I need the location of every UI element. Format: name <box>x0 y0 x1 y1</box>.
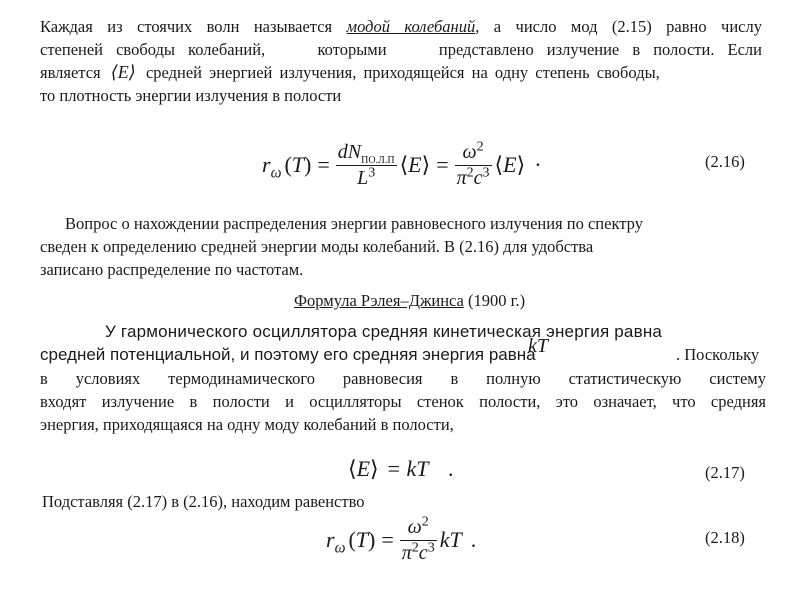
eq216-dot: · <box>534 152 542 177</box>
eq218-kT: kT <box>439 527 462 552</box>
eq217-dot: . <box>448 456 454 481</box>
para1-line3-b: средней энергией излучения, приходящейся на одну степень свободы, <box>145 63 660 82</box>
eq216-r: $r_\omega$ <box>262 152 282 182</box>
para1-line4: то плотность энергии излучения в полости <box>40 86 342 105</box>
para3-line5: энергия, приходящаяся на одну моду колебаний в полости, <box>40 415 454 434</box>
para3-kT: kT <box>528 335 548 357</box>
mode-term: модой колебаний <box>346 17 476 36</box>
eq216-number: (2.16) <box>705 152 745 171</box>
para3-line4: входят излучение в полости и осцилляторы стенок полости, это означает, что средняя <box>40 392 766 411</box>
para3-line3: в условиях термодинамического равновесия в полную статистическую систему <box>40 369 766 388</box>
eq218-T: (T) <box>348 527 376 552</box>
para3-line2-b: . Поскольку <box>676 345 760 364</box>
para1-line1 <box>40 15 762 38</box>
para3-line2 <box>40 335 766 366</box>
equation-2-16 <box>262 140 542 190</box>
eq218-number: (2.18) <box>705 528 745 547</box>
eq218-eq: = <box>381 527 394 552</box>
eq216-T: (T) <box>284 152 312 177</box>
para2-line2: сведен к определению средней энергии моды колебаний. В (2.16) для удобства <box>40 237 594 256</box>
equation-2-18 <box>326 512 476 568</box>
para3-line1: У гармонического осциллятора средняя кинетическая энергия равна <box>105 322 663 341</box>
eq218-r: $r_\omega$ <box>326 527 346 557</box>
para1-text-b: , а число мод (2.15) равно числу <box>475 17 762 36</box>
heading-year: (1900 г.) <box>463 291 526 310</box>
eq216-eq1: = <box>317 152 330 177</box>
eq216-E1: ⟨E⟩ <box>399 152 431 177</box>
eq218-frac: $\frac{\omega^2}{\pi^2c^3}$ <box>401 513 435 564</box>
eq217-number: (2.17) <box>705 463 745 482</box>
mean-energy-symbol: ⟨E⟩ <box>110 62 136 82</box>
eq216-E2: ⟨E⟩ <box>494 152 526 177</box>
para1-line3-a: является <box>40 63 101 82</box>
equation-2-17 <box>348 456 454 482</box>
mean-energy-E: E <box>117 62 129 82</box>
para1-line2: степеней свободы колебаний, которыми представлено излучение в полости. Если <box>40 40 762 59</box>
eq218-dot: . <box>470 527 477 552</box>
para2-line3: записано распределение по частотам. <box>40 260 304 279</box>
heading-formula-name: Формула Рэлея–Джинса <box>294 291 464 310</box>
para3-line2-a: средней потенциальной, и поэтому его средняя энергия равна <box>40 345 536 364</box>
eq217-E: ⟨E⟩ <box>348 456 379 481</box>
eq217-rhs: = kT <box>386 456 429 481</box>
para2-line1: Вопрос о нахождении распределения энергии равновесного излучения по спектру <box>65 214 643 233</box>
eq216-frac1: $\frac{dN_{ПО.Л.П}}{L^3}$ <box>337 140 395 189</box>
eq216-frac2: $\frac{\omega^2}{\pi^2c^3}$ <box>456 138 490 189</box>
eq216-eq2: = <box>436 152 449 177</box>
para1-line3 <box>40 61 762 84</box>
para1-text-a: Каждая из стоячих волн называется <box>40 17 347 36</box>
section-heading <box>294 289 525 312</box>
para4-line1: Подставляя (2.17) в (2.16), находим равенство <box>42 492 365 511</box>
